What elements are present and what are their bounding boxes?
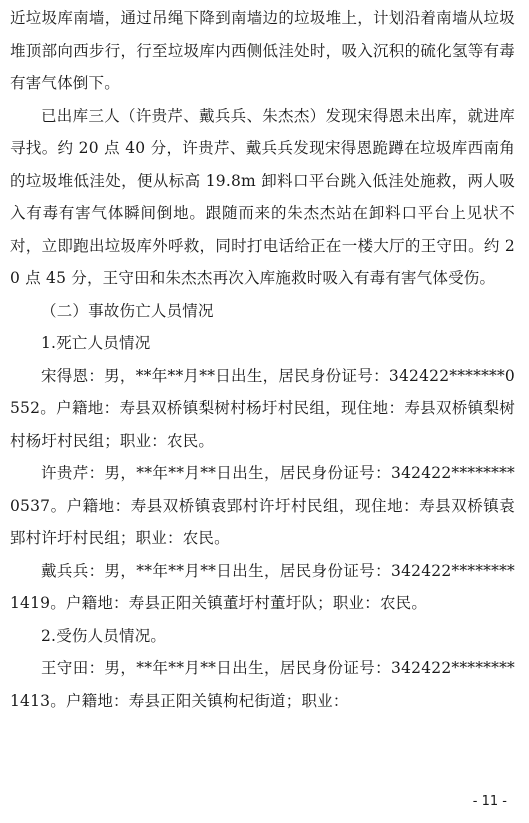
subheading-deaths: 1.死亡人员情况 [41,334,151,352]
document-body [10,2,515,717]
paragraph-person-dai: 戴兵兵：男，**年**月**日出生，居民身份证号：342422********1419。户籍地：寿县正阳关镇董圩村董圩队；职业：农民。 [10,561,515,612]
paragraph-continuation: 近垃圾库南墙，通过吊绳下降到南墙边的垃圾堆上，计划沿着南墙从垃圾堆顶部向西步行，行至垃圾库内西侧低洼处时，吸入沉积的硫化氢等有毒有害气体倒下。 [10,9,515,92]
paragraph-person-xu: 许贵芹：男，**年**月**日出生，居民身份证号：342422********0537。户籍地：寿县双桥镇袁郢村许圩村民组，现住地：寿县双桥镇袁郢村许圩村民组；职业：农民。 [10,464,515,547]
paragraph-rescue-account: 已出库三人（许贵芹、戴兵兵、朱杰杰）发现宋得恩未出库，就进库寻找。约 20 点 40 分，许贵芹、戴兵兵发现宋得恩跪蹲在垃圾库西南角的垃圾堆低洼处，便从标高 19.8m 卸料口平台跳入低洼处施救，两人吸入有毒有害气体瞬间倒地。跟随而来的朱杰杰站在卸料口平台上见状不对，立即跑出垃圾库外呼救，同时打电话给正在一楼大厅的王守田。约 20 点 45 分，王守田和朱杰杰再次入库施救时吸入有毒有害气体受伤。 [10,106,515,287]
page-number: - 11 - [472,794,507,809]
section-heading-casualties: （二）事故伤亡人员情况 [41,301,214,320]
paragraph-person-song: 宋得恩：男，**年**月**日出生，居民身份证号：342422*******0552。户籍地：寿县双桥镇梨树村杨圩村民组，现住地：寿县双桥镇梨树村杨圩村民组；职业：农民。 [10,366,515,450]
subheading-injured: 2.受伤人员情况。 [41,626,167,645]
paragraph-person-wang: 王守田：男，**年**月**日出生，居民身份证号：342422********1413。户籍地：寿县正阳关镇枸杞街道；职业： [10,659,515,710]
